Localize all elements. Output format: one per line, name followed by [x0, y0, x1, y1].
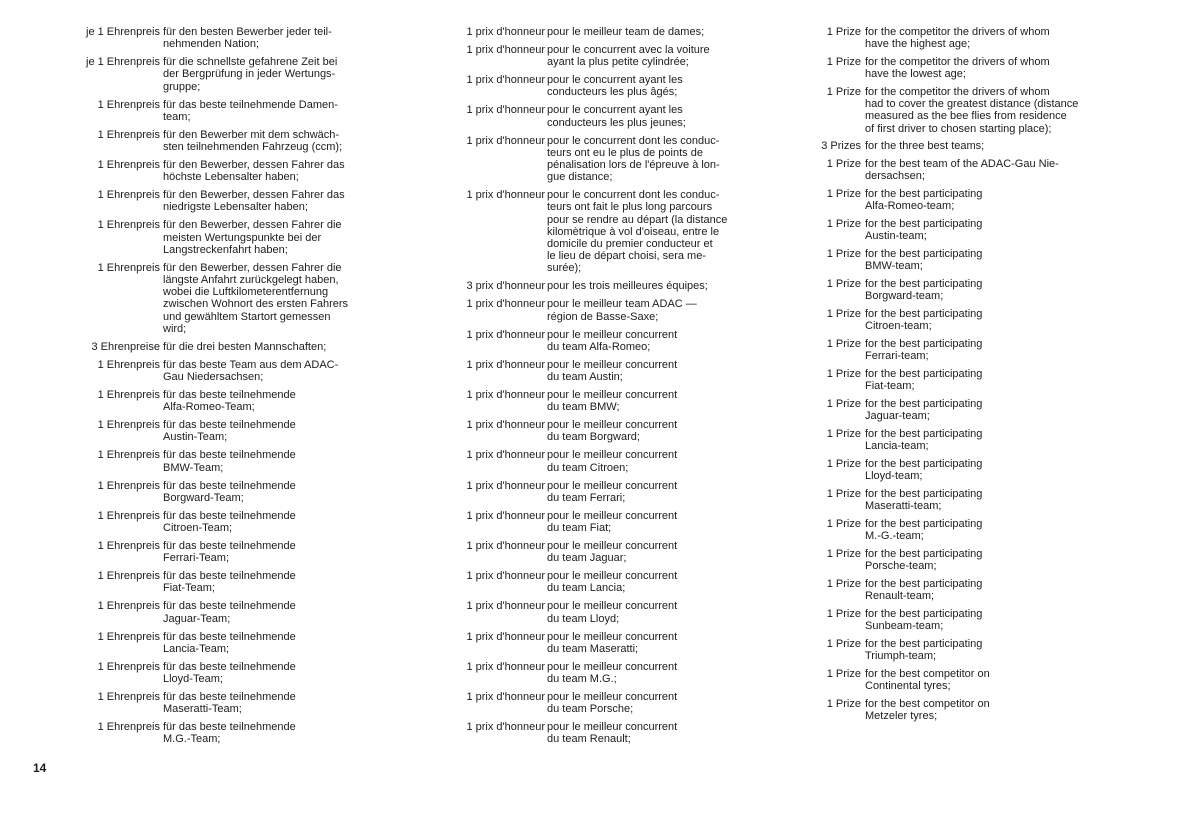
prize-description: für das beste teilnehmende Lancia-Team; — [163, 630, 296, 655]
prize-entry — [80, 389, 385, 413]
prize-entry — [80, 661, 385, 685]
prize-description: for the competitor the drivers of whom had to cover the greatest distance (distance measured as the bee flies from residence of first driver to chosen starting place); — [865, 86, 1079, 135]
prize-count-label: 3 Prizes — [821, 140, 861, 153]
prize-description: für das beste teilnehmende Lloyd-Team; — [163, 660, 296, 686]
prize-entry — [80, 449, 385, 473]
prize-description: for the best participating Maseratti-team; — [865, 488, 983, 513]
prize-count-label: 1 prix d'honneur — [466, 44, 545, 56]
prize-count-label: 1 Prize — [826, 698, 861, 711]
prize-description: for the best participating Sunbeam-team; — [865, 608, 983, 633]
prize-entry — [80, 480, 385, 504]
prize-description: for the best participating Borgward-team; — [865, 278, 983, 303]
prize-entry — [80, 341, 385, 353]
prize-entry — [80, 419, 385, 443]
prize-description: for the best participating Citroen-team; — [865, 308, 983, 333]
prize-count-label: 1 Prize — [826, 638, 861, 651]
prize-count-label: 1 Prize — [826, 368, 861, 381]
prize-entry — [80, 600, 385, 624]
prize-description: pour le meilleur concurrent du team Porsche; — [547, 691, 678, 716]
prize-description: pour le meilleur concurrent du team Ferrari; — [547, 479, 678, 504]
prize-description: pour le meilleur concurrent du team Maseratti; — [547, 630, 678, 655]
prize-count-label: 1 prix d'honneur — [466, 26, 545, 38]
prize-count-label: 1 Ehrenpreis — [97, 358, 160, 371]
prize-description: pour le meilleur concurrent du team Fiat; — [547, 509, 678, 535]
prize-description: pour le meilleur concurrent du team Alfa-Romeo; — [547, 328, 678, 353]
prize-entry — [815, 56, 1117, 80]
prize-entry — [448, 104, 758, 128]
prize-description: for the best participating Ferrari-team; — [865, 338, 983, 363]
prize-count-label: 3 Ehrenpreise — [91, 340, 160, 353]
prize-count-label: 1 Prize — [826, 518, 861, 531]
prize-entry — [815, 398, 1117, 422]
prize-description: für den Bewerber, dessen Fahrer das niedrigste Lebensalter haben; — [163, 189, 345, 214]
prize-entry — [815, 158, 1117, 182]
prize-description: für das beste teilnehmende BMW-Team; — [163, 449, 296, 474]
prize-description: for the best participating Porsche-team; — [865, 548, 983, 573]
prize-count-label: 1 prix d'honneur — [466, 419, 545, 432]
prize-description: pour le meilleur concurrent du team M.G.; — [547, 660, 678, 686]
prize-count-label: 3 prix d'honneur — [466, 280, 545, 293]
prize-count-label: 1 prix d'honneur — [466, 358, 545, 371]
prize-count-label: 1 Ehrenpreis — [97, 128, 160, 141]
prize-count-label: 1 Prize — [826, 338, 861, 351]
prize-entry — [815, 638, 1117, 662]
prize-entry — [448, 359, 758, 383]
prize-count-label: 1 prix d'honneur — [466, 189, 545, 202]
page-number: 14 — [33, 761, 47, 775]
prize-entry — [80, 691, 385, 715]
prize-count-label: 1 Prize — [826, 218, 861, 231]
prize-count-label: 1 Ehrenpreis — [97, 261, 160, 274]
prize-entry — [448, 510, 758, 534]
prize-count-label: 1 prix d'honneur — [466, 479, 545, 492]
prize-description: pour le concurrent avec la voiture ayant la plus petite cylindrée; — [547, 44, 710, 69]
prize-description: for the best participating Fiat-team; — [865, 368, 983, 393]
prize-description: für das beste teilnehmende Damen- team; — [163, 98, 338, 123]
prize-count-label: 1 Prize — [826, 428, 861, 441]
prize-entry — [815, 86, 1117, 135]
prize-description: pour le concurrent ayant les conducteurs les plus âgés; — [547, 74, 683, 99]
prize-entry — [448, 389, 758, 413]
prize-entry — [815, 278, 1117, 302]
french-prize-list — [448, 26, 758, 746]
prize-description: für das beste teilnehmende Borgward-Team; — [163, 479, 296, 504]
prize-entry — [815, 608, 1117, 632]
prize-count-label: 1 prix d'honneur — [466, 298, 545, 311]
prize-entry — [80, 159, 385, 183]
prize-entry — [80, 570, 385, 594]
prize-description: pour le meilleur team de dames; — [547, 26, 705, 38]
prize-count-label: 1 Ehrenpreis — [97, 540, 160, 553]
prize-description: für das beste Team aus dem ADAC- Gau Niedersachsen; — [163, 358, 339, 384]
prize-count-label: 1 Prize — [826, 668, 861, 681]
english-prize-list — [815, 26, 1117, 723]
prize-count-label: 1 prix d'honneur — [466, 660, 545, 673]
prize-description: pour le concurrent dont les conduc- teurs ont fait le plus long parcours pour se rendre au départ (la distance kilomètrique à vol d'oiseau, entre le domicile du premier conducteur et le lieu de départ choisi, sera me- surée); — [547, 189, 728, 275]
prize-entry — [448, 135, 758, 184]
prize-entry — [448, 189, 758, 274]
prize-description: for the best participating Jaguar-team; — [865, 398, 983, 423]
prize-description: für den Bewerber, dessen Fahrer die längste Anfahrt zurückgelegt haben, wobei die Luftkilometerentfernung zwischen Wohnort des ersten Fahrers und gewähltem Startort gemessen wird; — [163, 261, 349, 335]
prize-entry — [448, 631, 758, 655]
prize-count-label: 1 prix d'honneur — [466, 540, 545, 553]
prize-count-label: 1 Prize — [826, 158, 861, 171]
prize-description: for the best participating Lancia-team; — [865, 428, 983, 453]
prize-count-label: 1 Ehrenpreis — [97, 479, 160, 492]
prize-count-label: 1 prix d'honneur — [466, 389, 545, 402]
prize-count-label: 1 prix d'honneur — [466, 600, 545, 613]
prize-description: für das beste teilnehmende Fiat-Team; — [163, 570, 296, 595]
prize-description: for the three best teams; — [865, 140, 985, 153]
prize-description: pour le concurrent dont les conduc- teurs ont eu le plus de points de pénalisation lors de l'épreuve à lon- gue distance; — [547, 134, 720, 184]
prize-count-label: 1 prix d'honneur — [466, 449, 545, 462]
prize-count-label: 1 Prize — [826, 278, 861, 291]
prize-count-label: 1 prix d'honneur — [466, 134, 545, 147]
prize-count-label: 1 Ehrenpreis — [97, 509, 160, 522]
prize-description: für die schnellste gefahrene Zeit bei der Bergprüfung in jeder Wertungs- gruppe; — [163, 56, 338, 93]
prize-entry — [80, 99, 385, 123]
prize-count-label: 1 prix d'honneur — [466, 630, 545, 643]
prize-entry — [815, 368, 1117, 392]
prize-entry — [448, 661, 758, 685]
prize-entry — [448, 298, 758, 322]
prize-entry — [815, 578, 1117, 602]
prize-entry — [80, 359, 385, 383]
prize-count-label: 1 prix d'honneur — [466, 691, 545, 704]
prize-description: pour le meilleur concurrent du team Jaguar; — [547, 540, 678, 565]
prize-count-label: 1 Ehrenpreis — [97, 630, 160, 643]
prize-entry — [815, 338, 1117, 362]
prize-description: für die drei besten Mannschaften; — [163, 340, 327, 353]
prize-entry — [448, 721, 758, 745]
prize-count-label: 1 Prize — [826, 488, 861, 501]
prize-entry — [80, 189, 385, 213]
prize-description: pour le meilleur concurrent du team Borgward; — [547, 419, 678, 444]
prize-count-label: 1 Ehrenpreis — [97, 219, 160, 232]
prize-entry — [815, 428, 1117, 452]
prize-count-label: 1 Prize — [826, 578, 861, 591]
prize-count-label: je 1 Ehrenpreis — [86, 56, 160, 69]
prize-count-label: 1 Prize — [826, 458, 861, 471]
prize-description: für den Bewerber mit dem schwäch- sten teilnehmenden Fahrzeug (ccm); — [163, 128, 343, 154]
prize-description: for the best competitor on Continental tyres; — [865, 668, 990, 693]
prize-description: for the best participating Triumph-team; — [865, 638, 983, 663]
prize-description: für das beste teilnehmende Alfa-Romeo-Team; — [163, 389, 296, 414]
prize-entry — [448, 449, 758, 473]
prize-entry — [448, 480, 758, 504]
prize-count-label: 1 Prize — [826, 248, 861, 261]
german-prize-list — [80, 26, 385, 746]
prize-description: pour le meilleur team ADAC — région de Basse-Saxe; — [547, 298, 697, 323]
prize-entry — [80, 631, 385, 655]
prize-count-label: 1 Ehrenpreis — [97, 159, 160, 172]
prize-entry — [448, 44, 758, 68]
prize-description: for the best participating Austin-team; — [865, 218, 983, 243]
prize-description: pour le meilleur concurrent du team Lancia; — [547, 570, 678, 595]
prize-entry — [448, 600, 758, 624]
prize-description: für das beste teilnehmende Ferrari-Team; — [163, 540, 296, 565]
prize-description: for the competitor the drivers of whom have the highest age; — [865, 26, 1050, 51]
prize-description: pour le meilleur concurrent du team Renault; — [547, 721, 678, 746]
prize-description: für den Bewerber, dessen Fahrer die meisten Wertungspunkte bei der Langstreckenfahrt haben; — [163, 219, 342, 256]
prize-count-label: 1 Ehrenpreis — [97, 189, 160, 202]
prize-entry — [80, 219, 385, 256]
prize-entry — [80, 510, 385, 534]
prize-description: für den besten Bewerber jeder teil- nehmenden Nation; — [163, 26, 332, 51]
prize-entry — [815, 698, 1117, 722]
prize-count-label: 1 prix d'honneur — [466, 509, 545, 522]
prize-count-label: 1 Ehrenpreis — [97, 449, 160, 462]
prize-description: für das beste teilnehmende Jaguar-Team; — [163, 600, 296, 625]
prize-entry — [815, 248, 1117, 272]
prize-entry — [815, 668, 1117, 692]
prize-entry — [80, 540, 385, 564]
prize-count-label: 1 prix d'honneur — [466, 570, 545, 583]
prize-entry — [80, 56, 385, 93]
prize-count-label: 1 Prize — [826, 56, 861, 68]
prize-description: for the competitor the drivers of whom have the lowest age; — [865, 56, 1050, 81]
prize-count-label: 1 Ehrenpreis — [97, 660, 160, 673]
prize-entry — [80, 721, 385, 745]
prize-count-label: 1 Prize — [826, 86, 861, 98]
prize-description: for the best participating M.-G.-team; — [865, 518, 983, 543]
prize-entry — [815, 26, 1117, 50]
prize-entry — [815, 518, 1117, 542]
prize-description: for the best participating Renault-team; — [865, 578, 983, 603]
prize-count-label: 1 prix d'honneur — [466, 104, 545, 117]
prize-entry — [448, 26, 758, 38]
prize-description: pour le meilleur concurrent du team Citroen; — [547, 449, 678, 474]
prize-entry — [815, 458, 1117, 482]
prize-entry — [448, 691, 758, 715]
prize-entry — [815, 548, 1117, 572]
prize-count-label: 1 Prize — [826, 608, 861, 621]
prize-count-label: 1 Prize — [826, 548, 861, 561]
prize-count-label: 1 Prize — [826, 188, 861, 201]
prize-entry — [815, 188, 1117, 212]
prize-entry — [448, 540, 758, 564]
prize-description: pour le meilleur concurrent du team Austin; — [547, 358, 678, 384]
prize-entry — [448, 329, 758, 353]
prize-entry — [815, 140, 1117, 152]
prize-entry — [448, 74, 758, 98]
prize-count-label: 1 Ehrenpreis — [97, 600, 160, 613]
prize-count-label: 1 Prize — [826, 26, 861, 38]
prize-description: for the best competitor on Metzeler tyres; — [865, 698, 990, 723]
prize-entry — [80, 26, 385, 50]
prize-entry — [448, 280, 758, 292]
prize-count-label: je 1 Ehrenpreis — [86, 26, 160, 38]
prize-entry — [815, 488, 1117, 512]
prize-description: pour le meilleur concurrent du team BMW; — [547, 389, 678, 414]
prize-count-label: 1 Prize — [826, 398, 861, 411]
prize-count-label: 1 Prize — [826, 308, 861, 321]
prize-description: for the best team of the ADAC-Gau Nie- dersachsen; — [865, 158, 1059, 183]
prize-count-label: 1 prix d'honneur — [466, 328, 545, 341]
prize-count-label: 1 Ehrenpreis — [97, 389, 160, 402]
prize-description: für das beste teilnehmende M.G.-Team; — [163, 721, 296, 746]
prize-description: for the best participating Lloyd-team; — [865, 458, 983, 483]
prize-count-label: 1 Ehrenpreis — [97, 419, 160, 432]
prize-count-label: 1 Ehrenpreis — [97, 721, 160, 734]
prize-entry — [448, 419, 758, 443]
prize-description: for the best participating Alfa-Romeo-team; — [865, 188, 983, 213]
prize-description: für das beste teilnehmende Citroen-Team; — [163, 509, 296, 535]
prize-description: pour les trois meilleures équipes; — [547, 280, 708, 293]
prize-description: für das beste teilnehmende Maseratti-Team; — [163, 691, 296, 716]
prize-count-label: 1 Ehrenpreis — [97, 691, 160, 704]
prize-entry — [815, 218, 1117, 242]
prize-description: für den Bewerber, dessen Fahrer das höchste Lebensalter haben; — [163, 159, 345, 184]
prize-description: für das beste teilnehmende Austin-Team; — [163, 419, 296, 444]
prize-count-label: 1 prix d'honneur — [466, 74, 545, 87]
prize-entry — [80, 262, 385, 335]
prize-count-label: 1 Ehrenpreis — [97, 98, 160, 111]
prize-description: pour le concurrent ayant les conducteurs les plus jeunes; — [547, 104, 686, 129]
prize-count-label: 1 prix d'honneur — [466, 721, 545, 734]
prize-entry — [815, 308, 1117, 332]
prize-description: pour le meilleur concurrent du team Lloyd; — [547, 600, 678, 625]
prize-description: for the best participating BMW-team; — [865, 248, 983, 273]
prize-count-label: 1 Ehrenpreis — [97, 570, 160, 583]
prize-entry — [80, 129, 385, 153]
prize-entry — [448, 570, 758, 594]
